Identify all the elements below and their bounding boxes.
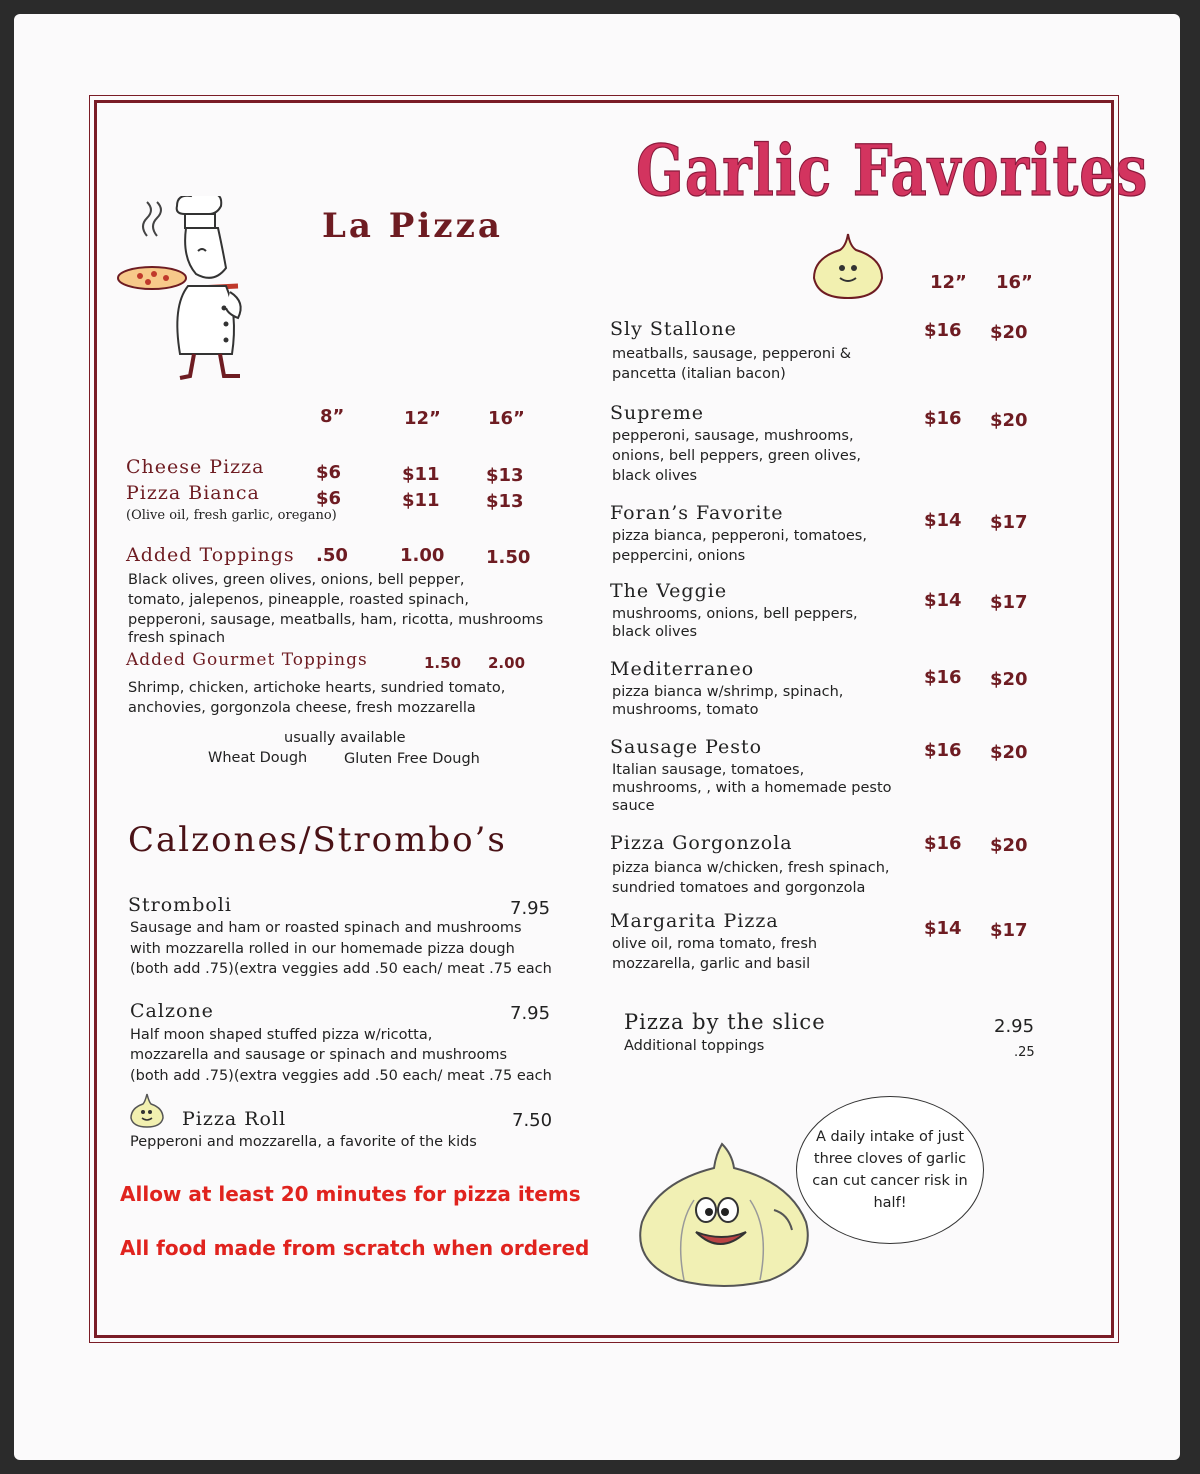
calzone-line: (both add .75)(extra veggies add .50 each/ meat .75 each bbox=[130, 1068, 552, 1084]
calzone-price: 7.95 bbox=[510, 1003, 551, 1024]
favorite-price-16: $20 bbox=[990, 669, 1028, 690]
bianca-note: (Olive oil, fresh garlic, oregano) bbox=[126, 508, 337, 523]
wheat-dough: Wheat Dough bbox=[208, 750, 308, 766]
stromboli-name: Stromboli bbox=[128, 894, 232, 916]
favorite-price-12: $14 bbox=[924, 590, 962, 611]
favorite-price-16: $17 bbox=[990, 592, 1028, 613]
favorite-item-desc: mozzarella, garlic and basil bbox=[612, 956, 811, 972]
favorite-item-desc: onions, bell peppers, green olives, bbox=[612, 448, 861, 464]
toppings-price-16: 1.50 bbox=[486, 547, 531, 568]
favorite-price-16: $20 bbox=[990, 322, 1028, 343]
favorite-price-12: $14 bbox=[924, 510, 962, 531]
toppings-line: pepperoni, sausage, meatballs, ham, ricotta, mushrooms bbox=[128, 612, 544, 628]
favorite-price-12: $16 bbox=[924, 667, 962, 688]
favorite-item-name: Pizza Gorgonzola bbox=[610, 832, 793, 854]
garlic-favorites-title: Garlic Favorites bbox=[636, 130, 1149, 213]
favorite-price-12: $16 bbox=[924, 833, 962, 854]
toppings-line: Black olives, green olives, onions, bell pepper, bbox=[128, 572, 465, 588]
cheese-price-12: $11 bbox=[402, 464, 440, 485]
gourmet-price-12: 1.50 bbox=[424, 654, 462, 672]
stromboli-line: Sausage and ham or roasted spinach and mushrooms bbox=[130, 920, 522, 936]
garlic-icon bbox=[128, 1092, 166, 1128]
cheese-price-16: $13 bbox=[486, 465, 524, 486]
stromboli-line: (both add .75)(extra veggies add .50 each/ meat .75 each bbox=[130, 961, 552, 977]
favorite-item-desc: sauce bbox=[612, 798, 655, 814]
pizza-roll-name: Pizza Roll bbox=[182, 1108, 287, 1130]
bianca-price-8: $6 bbox=[316, 488, 342, 509]
favorite-item-name: The Veggie bbox=[610, 580, 728, 602]
bianca-price-12: $11 bbox=[402, 490, 440, 511]
slice-name: Pizza by the slice bbox=[624, 1010, 826, 1034]
favorite-item-name: Mediterraneo bbox=[610, 658, 755, 680]
pizza-roll-price: 7.50 bbox=[512, 1110, 553, 1131]
favorite-price-16: $20 bbox=[990, 835, 1028, 856]
favorite-item-desc: mushrooms, , with a homemade pesto bbox=[612, 780, 892, 796]
calzone-line: Half moon shaped stuffed pizza w/ricotta, bbox=[130, 1027, 433, 1043]
stromboli-price: 7.95 bbox=[510, 898, 551, 919]
size-16: 16” bbox=[488, 408, 525, 429]
favorite-price-12: $16 bbox=[924, 408, 962, 429]
favorite-item-name: Sausage Pesto bbox=[610, 736, 763, 758]
favorite-item-desc: peppercini, onions bbox=[612, 548, 746, 564]
gourmet-price-16: 2.00 bbox=[488, 654, 526, 672]
favorite-price-16: $17 bbox=[990, 512, 1028, 533]
cheese-price-8: $6 bbox=[316, 462, 342, 483]
gluten-free-dough: Gluten Free Dough bbox=[344, 751, 480, 767]
favorite-price-16: $20 bbox=[990, 410, 1028, 431]
favorite-item-desc: pizza bianca, pepperoni, tomatoes, bbox=[612, 528, 867, 544]
pizza-roll-line: Pepperoni and mozzarella, a favorite of the kids bbox=[130, 1134, 477, 1150]
bianca-price-16: $13 bbox=[486, 491, 524, 512]
favorite-item-desc: pancetta (italian bacon) bbox=[612, 366, 786, 382]
favorite-item-desc: black olives bbox=[612, 468, 698, 484]
garlic-mascot-icon bbox=[624, 1140, 820, 1288]
toppings-line: fresh spinach bbox=[128, 630, 226, 646]
favorite-item-desc: pizza bianca w/shrimp, spinach, bbox=[612, 684, 844, 700]
scratch-note: All food made from scratch when ordered bbox=[120, 1236, 590, 1260]
garlic-fact: A daily intake of just three cloves of garlic can cut cancer risk in half! bbox=[812, 1129, 968, 1211]
dough-note: usually available bbox=[284, 730, 406, 746]
favorite-price-16: $20 bbox=[990, 742, 1028, 763]
slice-extra-label: Additional toppings bbox=[624, 1038, 765, 1054]
size-12: 12” bbox=[404, 408, 441, 429]
favorite-price-16: $17 bbox=[990, 920, 1028, 941]
favorite-item-desc: meatballs, sausage, pepperoni & bbox=[612, 346, 852, 362]
toppings-price-8: .50 bbox=[316, 545, 348, 566]
favorite-item-desc: pepperoni, sausage, mushrooms, bbox=[612, 428, 854, 444]
garlic-icon bbox=[806, 230, 890, 302]
favorite-price-12: $16 bbox=[924, 320, 962, 341]
favorite-price-12: $14 bbox=[924, 918, 962, 939]
favorite-item-name: Margarita Pizza bbox=[610, 910, 779, 932]
slice-price: 2.95 bbox=[994, 1016, 1035, 1037]
fav-size-12: 12” bbox=[930, 272, 967, 293]
favorite-item-desc: pizza bianca w/chicken, fresh spinach, bbox=[612, 860, 890, 876]
prep-time-note: Allow at least 20 minutes for pizza items bbox=[120, 1182, 581, 1206]
calzone-line: mozzarella and sausage or spinach and mushrooms bbox=[130, 1047, 507, 1063]
la-pizza-title: La Pizza bbox=[322, 206, 503, 246]
favorite-item-name: Supreme bbox=[610, 402, 705, 424]
toppings-price-12: 1.00 bbox=[400, 545, 445, 566]
pizza-bianca-name: Pizza Bianca bbox=[126, 482, 260, 504]
calzone-name: Calzone bbox=[130, 1000, 214, 1022]
favorite-item-desc: mushrooms, onions, bell peppers, bbox=[612, 606, 858, 622]
fav-size-16: 16” bbox=[996, 272, 1033, 293]
toppings-label: Added Toppings bbox=[126, 544, 295, 566]
chef-icon bbox=[112, 196, 272, 386]
favorite-item-desc: mushrooms, tomato bbox=[612, 702, 759, 718]
calzones-title: Calzones/Strombo’s bbox=[128, 820, 507, 860]
favorite-item-name: Sly Stallone bbox=[610, 318, 737, 340]
favorite-item-name: Foran’s Favorite bbox=[610, 502, 784, 524]
favorite-item-desc: black olives bbox=[612, 624, 698, 640]
stromboli-line: with mozzarella rolled in our homemade pizza dough bbox=[130, 941, 515, 957]
slice-extra-price: .25 bbox=[1014, 1045, 1035, 1060]
gourmet-line: anchovies, gorgonzola cheese, fresh mozzarella bbox=[128, 700, 476, 716]
size-8: 8” bbox=[320, 406, 345, 427]
favorite-item-desc: sundried tomatoes and gorgonzola bbox=[612, 880, 866, 896]
toppings-line: tomato, jalepenos, pineapple, roasted spinach, bbox=[128, 592, 469, 608]
favorite-item-desc: olive oil, roma tomato, fresh bbox=[612, 936, 818, 952]
favorite-item-desc: Italian sausage, tomatoes, bbox=[612, 762, 805, 778]
cheese-pizza-name: Cheese Pizza bbox=[126, 456, 265, 478]
gourmet-label: Added Gourmet Toppings bbox=[126, 650, 368, 670]
favorite-price-12: $16 bbox=[924, 740, 962, 761]
gourmet-line: Shrimp, chicken, artichoke hearts, sundried tomato, bbox=[128, 680, 506, 696]
